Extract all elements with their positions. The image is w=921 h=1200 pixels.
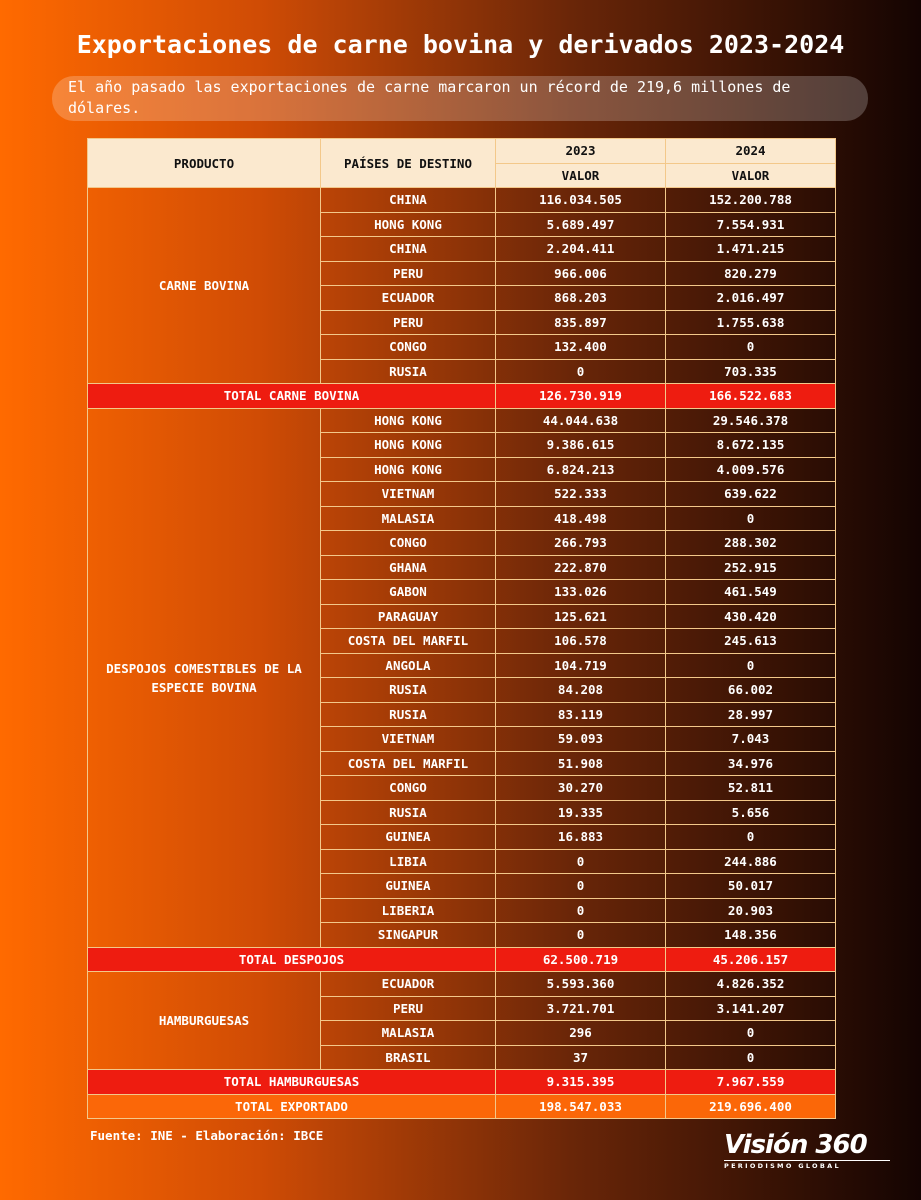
value-2024-cell: 0 <box>666 506 836 531</box>
value-2023-cell: 266.793 <box>496 531 666 556</box>
country-cell: CONGO <box>321 776 496 801</box>
value-2023-cell: 5.593.360 <box>496 972 666 997</box>
total-2023: 9.315.395 <box>496 1070 666 1095</box>
value-2023-cell: 19.335 <box>496 800 666 825</box>
value-2024-cell: 52.811 <box>666 776 836 801</box>
country-cell: GABON <box>321 580 496 605</box>
total-row <box>88 947 836 972</box>
value-2024-cell: 244.886 <box>666 849 836 874</box>
total-label: TOTAL CARNE BOVINA <box>88 384 496 409</box>
country-cell: LIBERIA <box>321 898 496 923</box>
logo-name: Visión 360 <box>724 1130 867 1160</box>
country-cell: RUSIA <box>321 359 496 384</box>
country-cell: MALASIA <box>321 1021 496 1046</box>
country-cell: HONG KONG <box>321 433 496 458</box>
grand-total-row <box>88 1094 836 1119</box>
value-2023-cell: 9.386.615 <box>496 433 666 458</box>
value-2024-cell: 0 <box>666 825 836 850</box>
grand-total-2023: 198.547.033 <box>496 1094 666 1119</box>
total-row <box>88 1070 836 1095</box>
value-2024-cell: 148.356 <box>666 923 836 948</box>
value-2023-cell: 522.333 <box>496 482 666 507</box>
country-cell: ECUADOR <box>321 972 496 997</box>
value-2023-cell: 104.719 <box>496 653 666 678</box>
total-2023: 62.500.719 <box>496 947 666 972</box>
country-cell: BRASIL <box>321 1045 496 1070</box>
table-row <box>88 972 836 997</box>
value-2023-cell: 222.870 <box>496 555 666 580</box>
country-cell: CONGO <box>321 531 496 556</box>
country-cell: SINGAPUR <box>321 923 496 948</box>
country-cell: VIETNAM <box>321 727 496 752</box>
value-2023-cell: 3.721.701 <box>496 996 666 1021</box>
value-2023-cell: 966.006 <box>496 261 666 286</box>
page-title: Exportaciones de carne bovina y derivados 2023-2024 <box>76 30 845 59</box>
value-2023-cell: 0 <box>496 923 666 948</box>
col-header-valor-2023: VALOR <box>496 163 666 188</box>
product-cell: HAMBURGUESAS <box>88 972 321 1070</box>
total-row <box>88 384 836 409</box>
value-2024-cell: 5.656 <box>666 800 836 825</box>
value-2023-cell: 84.208 <box>496 678 666 703</box>
total-label: TOTAL HAMBURGUESAS <box>88 1070 496 1095</box>
country-cell: RUSIA <box>321 678 496 703</box>
country-cell: RUSIA <box>321 800 496 825</box>
table-body <box>88 188 836 1119</box>
total-2024: 166.522.683 <box>666 384 836 409</box>
value-2023-cell: 106.578 <box>496 629 666 654</box>
value-2023-cell: 0 <box>496 898 666 923</box>
value-2023-cell: 125.621 <box>496 604 666 629</box>
country-cell: HONG KONG <box>321 212 496 237</box>
value-2023-cell: 835.897 <box>496 310 666 335</box>
subtitle-banner: El año pasado las exportaciones de carne marcaron un récord de 219,6 millones de dólares. <box>52 76 868 121</box>
product-cell: DESPOJOS COMESTIBLES DE LA ESPECIE BOVINA <box>88 408 321 947</box>
value-2023-cell: 0 <box>496 874 666 899</box>
logo-tagline: PERIODISMO GLOBAL <box>724 1160 890 1170</box>
value-2024-cell: 20.903 <box>666 898 836 923</box>
value-2024-cell: 288.302 <box>666 531 836 556</box>
value-2024-cell: 4.826.352 <box>666 972 836 997</box>
value-2023-cell: 5.689.497 <box>496 212 666 237</box>
value-2024-cell: 461.549 <box>666 580 836 605</box>
table-row <box>88 188 836 213</box>
value-2023-cell: 418.498 <box>496 506 666 531</box>
value-2023-cell: 83.119 <box>496 702 666 727</box>
value-2023-cell: 37 <box>496 1045 666 1070</box>
total-2024: 45.206.157 <box>666 947 836 972</box>
country-cell: PERU <box>321 261 496 286</box>
value-2023-cell: 16.883 <box>496 825 666 850</box>
value-2023-cell: 0 <box>496 359 666 384</box>
value-2024-cell: 430.420 <box>666 604 836 629</box>
country-cell: GHANA <box>321 555 496 580</box>
value-2024-cell: 152.200.788 <box>666 188 836 213</box>
value-2023-cell: 133.026 <box>496 580 666 605</box>
country-cell: GUINEA <box>321 825 496 850</box>
value-2023-cell: 30.270 <box>496 776 666 801</box>
value-2024-cell: 8.672.135 <box>666 433 836 458</box>
value-2024-cell: 34.976 <box>666 751 836 776</box>
value-2023-cell: 296 <box>496 1021 666 1046</box>
value-2024-cell: 703.335 <box>666 359 836 384</box>
col-header-valor-2024: VALOR <box>666 163 836 188</box>
value-2024-cell: 820.279 <box>666 261 836 286</box>
value-2024-cell: 1.471.215 <box>666 237 836 262</box>
value-2023-cell: 0 <box>496 849 666 874</box>
col-header-year-2024: 2024 <box>666 139 836 164</box>
country-cell: CONGO <box>321 335 496 360</box>
country-cell: HONG KONG <box>321 457 496 482</box>
country-cell: PERU <box>321 996 496 1021</box>
value-2024-cell: 245.613 <box>666 629 836 654</box>
country-cell: ECUADOR <box>321 286 496 311</box>
value-2024-cell: 0 <box>666 1021 836 1046</box>
country-cell: VIETNAM <box>321 482 496 507</box>
value-2024-cell: 0 <box>666 335 836 360</box>
country-cell: RUSIA <box>321 702 496 727</box>
value-2023-cell: 868.203 <box>496 286 666 311</box>
table-row <box>88 408 836 433</box>
col-header-country: PAÍSES DE DESTINO <box>321 139 496 188</box>
grand-total-2024: 219.696.400 <box>666 1094 836 1119</box>
source-note: Fuente: INE - Elaboración: IBCE <box>90 1128 324 1143</box>
value-2024-cell: 28.997 <box>666 702 836 727</box>
country-cell: PARAGUAY <box>321 604 496 629</box>
country-cell: GUINEA <box>321 874 496 899</box>
value-2024-cell: 252.915 <box>666 555 836 580</box>
header-row <box>88 139 836 164</box>
value-2024-cell: 1.755.638 <box>666 310 836 335</box>
value-2024-cell: 639.622 <box>666 482 836 507</box>
product-cell: CARNE BOVINA <box>88 188 321 384</box>
value-2023-cell: 44.044.638 <box>496 408 666 433</box>
value-2024-cell: 0 <box>666 653 836 678</box>
country-cell: LIBIA <box>321 849 496 874</box>
value-2023-cell: 116.034.505 <box>496 188 666 213</box>
value-2023-cell: 132.400 <box>496 335 666 360</box>
country-cell: MALASIA <box>321 506 496 531</box>
country-cell: CHINA <box>321 237 496 262</box>
vision360-logo <box>724 1130 890 1174</box>
value-2024-cell: 50.017 <box>666 874 836 899</box>
col-header-product: PRODUCTO <box>88 139 321 188</box>
value-2024-cell: 3.141.207 <box>666 996 836 1021</box>
value-2024-cell: 29.546.378 <box>666 408 836 433</box>
total-2023: 126.730.919 <box>496 384 666 409</box>
value-2023-cell: 59.093 <box>496 727 666 752</box>
value-2023-cell: 51.908 <box>496 751 666 776</box>
country-cell: PERU <box>321 310 496 335</box>
country-cell: COSTA DEL MARFIL <box>321 629 496 654</box>
value-2024-cell: 0 <box>666 1045 836 1070</box>
country-cell: HONG KONG <box>321 408 496 433</box>
value-2024-cell: 2.016.497 <box>666 286 836 311</box>
grand-total-label: TOTAL EXPORTADO <box>88 1094 496 1119</box>
value-2024-cell: 7.043 <box>666 727 836 752</box>
value-2023-cell: 6.824.213 <box>496 457 666 482</box>
exports-table <box>87 138 836 1119</box>
total-2024: 7.967.559 <box>666 1070 836 1095</box>
country-cell: ANGOLA <box>321 653 496 678</box>
value-2024-cell: 66.002 <box>666 678 836 703</box>
country-cell: CHINA <box>321 188 496 213</box>
country-cell: COSTA DEL MARFIL <box>321 751 496 776</box>
value-2024-cell: 4.009.576 <box>666 457 836 482</box>
total-label: TOTAL DESPOJOS <box>88 947 496 972</box>
value-2024-cell: 7.554.931 <box>666 212 836 237</box>
col-header-year-2023: 2023 <box>496 139 666 164</box>
value-2023-cell: 2.204.411 <box>496 237 666 262</box>
